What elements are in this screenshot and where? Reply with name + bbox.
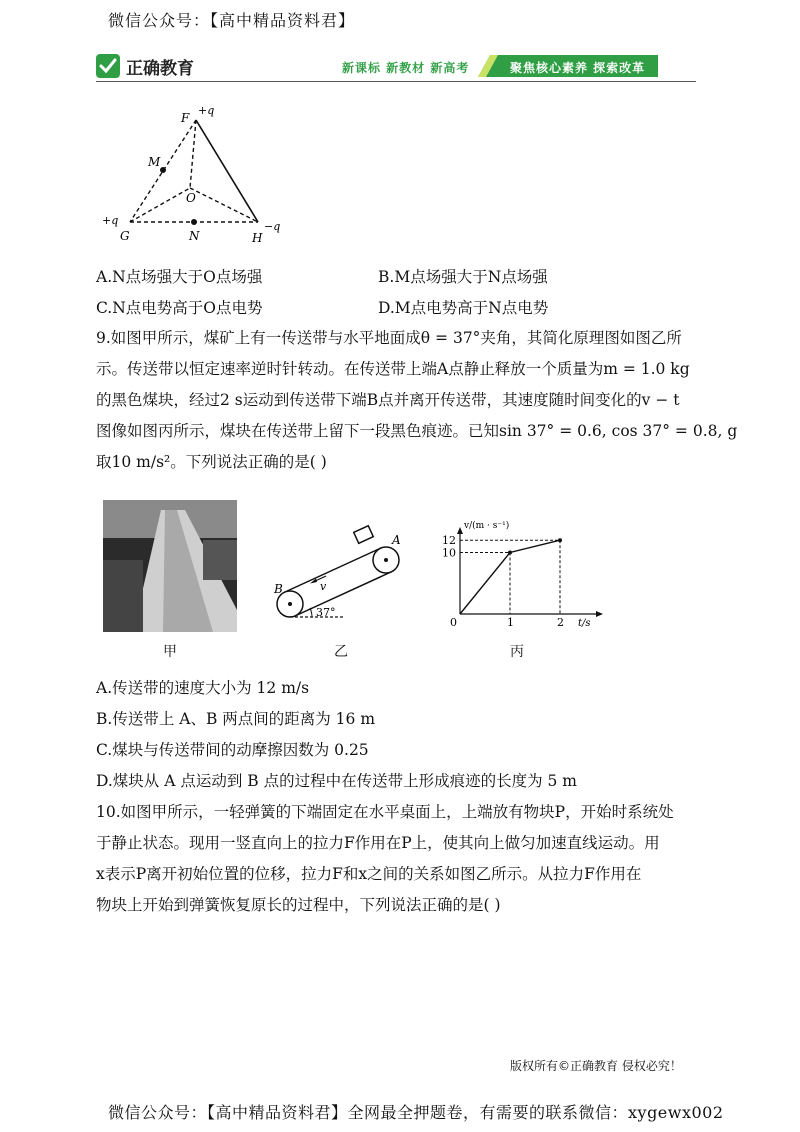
label-A: A (392, 533, 401, 547)
header-divider (96, 81, 696, 82)
label-v: v (320, 580, 327, 593)
point-N (191, 219, 197, 225)
q8-option-d: D.M点电势高于N点电势 (378, 299, 549, 317)
q10-stem-line-3: x表示P离开初始位置的位移，拉力F和x之间的关系如图乙所示。从拉力F作用在 (96, 865, 642, 883)
edge-FH (196, 120, 258, 222)
q9-stem-line-3: 的黑色煤块，经过2 s运动到传送带下端B点并离开传送带，其速度随时间变化的v − t (96, 391, 680, 409)
x-axis-label: t/s (578, 618, 591, 629)
caption-bing: 丙 (510, 644, 524, 660)
figure-q8-tetrahedron (96, 98, 296, 250)
data-point-2 (558, 538, 562, 542)
q8-option-b: B.M点场强大于N点场强 (378, 268, 548, 286)
caption-jia: 甲 (163, 644, 177, 660)
edge-GO (130, 188, 190, 222)
origin-label: 0 (450, 616, 457, 629)
q9-stem-line-4: 图像如图丙所示，煤块在传送带上留下一段黑色痕迹。已知sin 37° = 0.6, cos 37° = 0.8, g (96, 422, 738, 440)
x-tick-1: 1 (507, 616, 514, 629)
edge-FO (190, 120, 196, 188)
caption-yi: 乙 (334, 644, 348, 660)
label-O: O (186, 191, 196, 205)
q9-stem-line-1: 9.如图甲所示，煤矿上有一传送带与水平地面成θ = 37°夹角，其简化原理图如图乙所 (96, 329, 682, 347)
figure-jia-photo (103, 500, 237, 632)
label-minus-q: −q (264, 220, 281, 233)
q10-stem-line-2: 于静止状态。现用一竖直向上的拉力F作用在P上，使其向上做匀加速直线运动。用 (96, 834, 660, 852)
logo-text: 正确教育 (126, 58, 194, 79)
q9-stem-line-2: 示。传送带以恒定速率逆时针转动。在传送带上端A点静止释放一个质量为m = 1.0 kg (96, 360, 690, 378)
label-G: G (120, 229, 130, 243)
copyright-notice: 版权所有©正确教育 侵权必究！ (510, 1059, 682, 1073)
bottom-wechat-line: 微信公众号：【高中精品资料君】全网最全押题卷，有需要的联系微信：xygewx002 (108, 1103, 724, 1122)
y-tick-12: 12 (442, 534, 456, 548)
q9-option-a: A.传送带的速度大小为 12 m/s (96, 679, 310, 697)
label-M: M (148, 155, 161, 169)
check-icon (96, 54, 120, 78)
q9-stem-line-5: 取10 m/s²。下列说法正确的是( ) (96, 453, 327, 471)
y-axis-label: v/(m · s⁻¹) (464, 521, 510, 531)
y-tick-10: 10 (442, 546, 456, 560)
top-wechat-line: 微信公众号：【高中精品资料君】 (108, 11, 356, 30)
belt-top (285, 548, 381, 592)
label-B: B (274, 582, 283, 596)
label-N: N (189, 229, 200, 243)
q8-option-a: A.N点场强大于O点场强 (96, 268, 263, 286)
coal-block (354, 526, 374, 544)
slogan-left: 新课标 新教材 新高考 (342, 61, 470, 75)
slogan-right: 聚焦核心素养 探索改革 (510, 61, 646, 75)
label-H: H (252, 231, 263, 245)
label-angle: 37° (316, 606, 336, 619)
point-M (160, 167, 166, 173)
q9-option-b: B.传送带上 A、B 两点间的距离为 16 m (96, 710, 376, 728)
q10-stem-line-1: 10.如图甲所示，一轻弹簧的下端固定在水平桌面上，上端放有物块P，开始时系统处 (96, 803, 674, 821)
figure-yi-conveyor (268, 520, 418, 625)
label-F: F (181, 111, 190, 125)
belt-bottom (295, 572, 391, 616)
label-plus-q-top: +q (198, 104, 215, 117)
x-tick-2: 2 (557, 616, 564, 629)
q8-option-c: C.N点电势高于O点电势 (96, 299, 263, 317)
data-point-1 (508, 551, 512, 555)
brand-logo (96, 52, 194, 80)
label-plus-q-left: +q (102, 214, 119, 227)
q9-option-d: D.煤块从 A 点运动到 B 点的过程中在传送带上形成痕迹的长度为 5 m (96, 772, 578, 790)
figure-bing-vt-chart (440, 518, 610, 630)
q10-stem-line-4: 物块上开始到弹簧恢复原长的过程中，下列说法正确的是( ) (96, 896, 501, 914)
q9-option-c: C.煤块与传送带间的动摩擦因数为 0.25 (96, 741, 369, 759)
